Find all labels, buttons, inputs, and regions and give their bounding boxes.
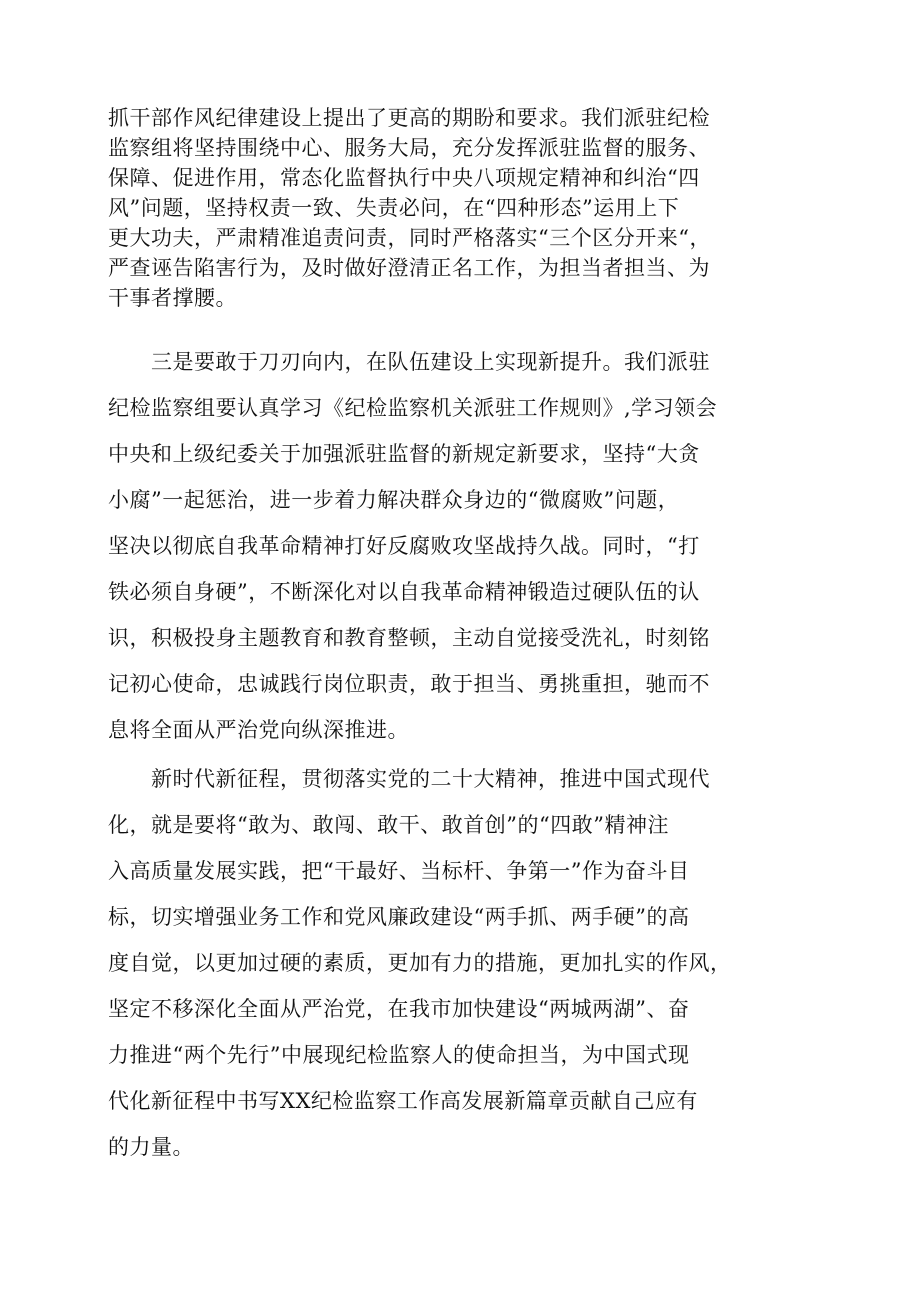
text-line: 坚决以彻底自我革命精神打好反腐败攻坚战持久战。同时，“打 — [108, 534, 700, 558]
paragraph-team-building — [108, 339, 798, 753]
text-line: 识，积极投身主题教育和教育整顿，主动自觉接受洗礼，时刻铭 — [108, 626, 710, 650]
text-line: 保障、促进作用，常态化监督执行中央八项规定精神和纠治“四 — [108, 166, 700, 190]
text-line: 代化新征程中书写XX纪检监察工作高发展新篇章贡献自己应有 — [108, 1089, 698, 1113]
text-line: 力推进“两个先行”中展现纪检监察人的使命担当，为中国式现 — [108, 1043, 690, 1067]
text-line: 风”问题，坚持权责一致、失责必问，在“四种形态”运用上下 — [108, 196, 680, 220]
text-line: 监察组将坚持围绕中心、服务大局，充分发挥派驻监督的服务、 — [108, 136, 710, 160]
text-line: 化，就是要将“敢为、敢闯、敢干、敢首创”的“四敢”精神注 — [108, 813, 669, 837]
text-line: 严查诬告陷害行为，及时做好澄清正名工作，为担当者担当、为 — [108, 256, 710, 280]
text-line: 的力量。 — [108, 1135, 194, 1159]
text-line: 标，切实增强业务工作和党风廉政建设“两手抓、两手硬”的高 — [108, 905, 690, 929]
text-line: 三是要敢于刀刃向内，在队伍建设上实现新提升。我们派驻 — [108, 350, 710, 374]
text-line: 纪检监察组要认真学习《纪检监察机关派驻工作规则》,学习领会 — [108, 396, 718, 420]
text-line: 铁必须自身硬”，不断深化对以自我革命精神锻造过硬队伍的认 — [108, 580, 700, 604]
paragraph-continuation — [108, 103, 798, 313]
text-line: 息将全面从严治党向纵深推进。 — [108, 718, 409, 742]
text-line: 度自觉，以更加过硬的素质，更加有力的措施，更加扎实的作风， — [108, 951, 732, 975]
text-line: 更大功夫，严肃精准追责问责，同时严格落实“三个区分开来“， — [108, 226, 711, 250]
text-line: 记初心使命，忠诚践行岗位职责，敢于担当、勇挑重担，驰而不 — [108, 672, 710, 696]
text-line: 坚定不移深化全面从严治党，在我市加快建设“两城两湖”、奋 — [108, 997, 690, 1021]
text-line: 入高质量发展实践，把“干最好、当标杆、争第一”作为奋斗目 — [108, 859, 690, 883]
text-line: 中央和上级纪委关于加强派驻监督的新规定新要求，坚持“大贪 — [108, 442, 700, 466]
text-line: 小腐”一起惩治，进一步着力解决群众身边的“微腐败”问题， — [108, 488, 680, 512]
text-line: 抓干部作风纪律建设上提出了更高的期盼和要求。我们派驻纪检 — [108, 106, 710, 130]
paragraph-conclusion — [108, 756, 798, 1170]
text-line: 干事者撑腰。 — [108, 286, 237, 310]
text-line: 新时代新征程，贯彻落实党的二十大精神，推进中国式现代 — [108, 767, 710, 791]
